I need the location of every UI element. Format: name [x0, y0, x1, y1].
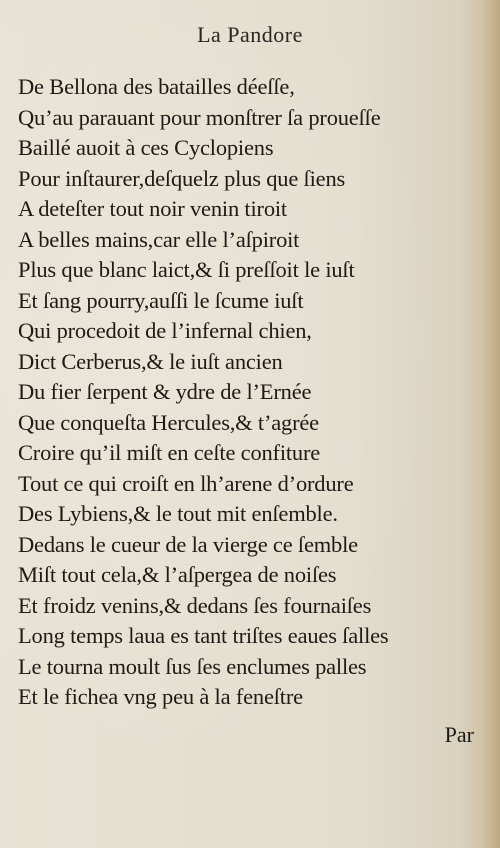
- verse-line: Miſt tout cela,& l’aſpergea de noiſes: [18, 562, 337, 587]
- verse-line: Que conqueſta Hercules,& t’agrée: [18, 409, 319, 435]
- verse-line: Plus que blanc laict,& ſi preſſoit le iuſt: [18, 257, 355, 282]
- verse-line: Qu’au parauant pour monſtrer ſa proueſſe: [18, 104, 381, 130]
- verse-line: Et froidz venins,& dedans ſes fournaiſes: [18, 592, 372, 618]
- verse-line: Croire qu’il miſt en ceſte confiture: [18, 440, 321, 465]
- verse-line: A belles mains,car elle l’aſpiroit: [18, 226, 300, 252]
- verse-line: Et le fichea vng peu à la feneſtre: [18, 684, 303, 709]
- verse-line: Long temps laua es tant triſtes eaues ſalles: [18, 623, 389, 648]
- verse-line: Le tourna moult ſus ſes enclumes palles: [18, 653, 367, 679]
- verse-line: A deteſter tout noir venin tiroit: [18, 196, 287, 221]
- verse-line: Et ſang pourry,auſſi le ſcume iuſt: [18, 287, 304, 313]
- verse-line: Des Lybiens,& le tout mit enſemble.: [18, 501, 338, 526]
- verse-line: Tout ce qui croiſt en lh’arene d’ordure: [18, 470, 354, 496]
- verse-line: Dict Cerberus,& le iuſt ancien: [18, 348, 283, 374]
- verse-line: Du fier ſerpent & ydre de l’Ernée: [18, 379, 312, 404]
- verse-line: Dedans le cueur de la vierge ce ſemble: [18, 531, 358, 557]
- page-edge-shadow: [482, 0, 500, 848]
- verse-line: Pour inſtaurer,deſquelz plus que ſiens: [18, 165, 346, 191]
- verse-block: [18, 72, 468, 713]
- verse-line: Qui procedoit de l’infernal chien,: [18, 318, 312, 343]
- catchword: Par: [444, 722, 474, 747]
- verse-line: De Bellona des batailles déeſſe,: [18, 74, 295, 99]
- verse-line: Baillé auoit à ces Cyclopiens: [18, 135, 274, 160]
- running-head: La Pandore: [197, 22, 303, 47]
